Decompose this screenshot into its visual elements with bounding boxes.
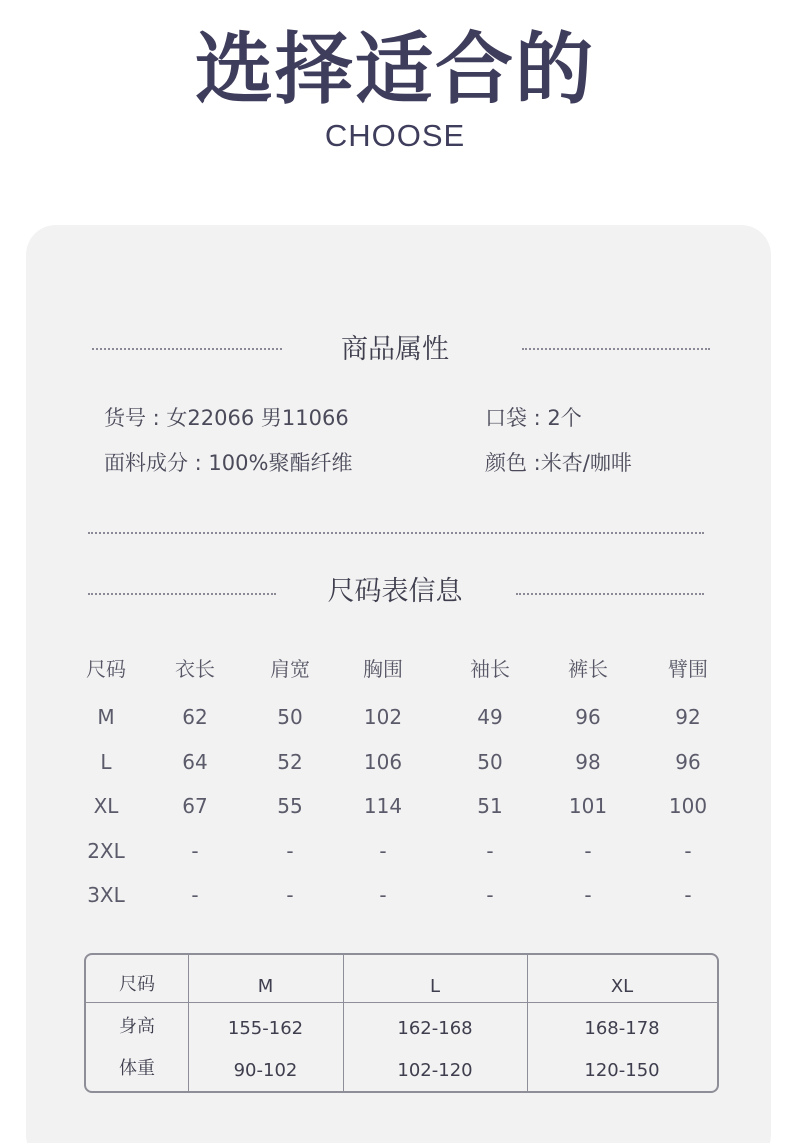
divider-dots-right xyxy=(516,593,704,595)
size-chart-cell: - xyxy=(191,839,199,863)
pocket-count: 口袋 : 2个 xyxy=(485,406,582,430)
size-chart-header: 尺码 xyxy=(86,657,126,681)
size-label: M xyxy=(97,705,115,729)
size-chart-cell: 96 xyxy=(675,750,701,774)
ref-cell: 168-178 xyxy=(584,1018,660,1039)
ref-cell: 162-168 xyxy=(397,1018,473,1039)
size-chart-cell: 55 xyxy=(277,794,303,818)
size-chart-cell: - xyxy=(684,883,692,907)
size-chart-cell: 49 xyxy=(477,705,503,729)
size-label: 2XL xyxy=(87,839,125,863)
size-section-title: 尺码表信息 xyxy=(327,576,463,607)
ref-header-xl: XL xyxy=(610,976,634,997)
size-chart-cell: 114 xyxy=(363,794,403,818)
size-chart-cell: - xyxy=(191,883,199,907)
size-chart-cell: 51 xyxy=(477,794,503,818)
size-chart-cell: - xyxy=(486,839,494,863)
color-options: 颜色 :米杏/咖啡 xyxy=(485,451,632,475)
size-chart-cell: 101 xyxy=(568,794,608,818)
ref-cell: 90-102 xyxy=(233,1060,298,1081)
ref-cell: 155-162 xyxy=(227,1018,304,1039)
ref-header-l: L xyxy=(429,976,441,997)
size-chart-cell: 52 xyxy=(277,750,303,774)
size-chart-cell: - xyxy=(584,883,592,907)
size-label: L xyxy=(100,750,112,774)
size-chart-header: 衣长 xyxy=(175,657,215,681)
size-chart-cell: 100 xyxy=(668,794,708,818)
size-chart-cell: - xyxy=(379,839,387,863)
ref-header-m: M xyxy=(257,976,274,997)
size-label: XL xyxy=(93,794,119,818)
size-chart-cell: 50 xyxy=(277,705,303,729)
product-section-title: 商品属性 xyxy=(341,334,449,365)
ref-cell: 120-150 xyxy=(584,1060,660,1081)
size-chart-cell: 64 xyxy=(182,750,208,774)
divider-dots-right xyxy=(522,348,710,350)
size-chart-cell: 67 xyxy=(182,794,208,818)
ref-cell: 102-120 xyxy=(397,1060,473,1081)
size-chart-cell: 62 xyxy=(182,705,208,729)
page-title: 选择适合的 xyxy=(194,25,595,115)
ref-row-label-height: 身高 xyxy=(119,1016,155,1037)
size-chart-cell: 98 xyxy=(575,750,601,774)
size-chart-header: 裤长 xyxy=(568,657,608,681)
size-chart-header: 袖长 xyxy=(470,657,510,681)
size-chart-cell: - xyxy=(584,839,592,863)
section-divider xyxy=(88,532,704,534)
ref-row-label-weight: 体重 xyxy=(119,1058,155,1079)
size-chart-header: 臂围 xyxy=(668,657,708,681)
size-chart-cell: - xyxy=(286,839,294,863)
size-chart-cell: 106 xyxy=(363,750,403,774)
size-chart-cell: 102 xyxy=(363,705,403,729)
size-chart-cell: - xyxy=(379,883,387,907)
page-subtitle: CHOOSE xyxy=(324,118,466,153)
size-label: 3XL xyxy=(87,883,125,907)
size-chart-cell: - xyxy=(684,839,692,863)
material-composition: 面料成分 : 100%聚酯纤维 xyxy=(104,451,353,475)
size-chart-cell: 92 xyxy=(675,705,701,729)
size-chart-header: 胸围 xyxy=(363,657,403,681)
table-header-divider xyxy=(86,1002,717,1003)
size-chart-cell: - xyxy=(486,883,494,907)
size-chart-cell: 50 xyxy=(477,750,503,774)
item-number: 货号 : 女22066 男11066 xyxy=(104,406,349,430)
body-reference-table xyxy=(84,953,719,1093)
size-chart-cell: 96 xyxy=(575,705,601,729)
size-chart-cell: - xyxy=(286,883,294,907)
size-chart-header: 肩宽 xyxy=(270,657,310,681)
ref-header-size: 尺码 xyxy=(119,974,155,995)
